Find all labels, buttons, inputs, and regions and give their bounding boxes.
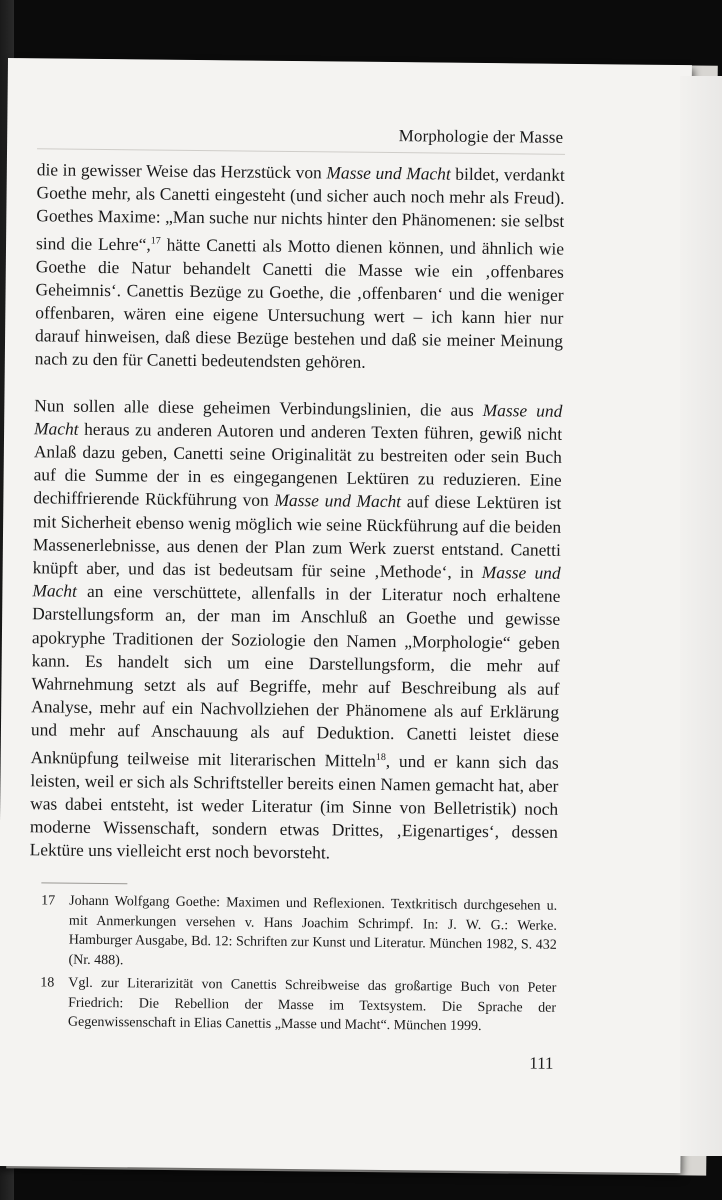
footnote-number: 18 <box>40 975 55 991</box>
italic-title: Masse und Macht <box>34 399 563 439</box>
italic-title: Masse und Macht <box>326 162 451 184</box>
book-page <box>0 58 692 1173</box>
footnote-ref: 17 <box>150 235 161 247</box>
italic-title: Masse und Macht <box>32 562 561 601</box>
text-run: heraus zu anderen Autoren und anderen Texten führen, gewiß nicht Anlaß dazu geben, Canetti seine Originalität zu bestreiten oder sein Buch auf die Summe der in es eingegangenen Lektüren zu reduzieren. Eine dechiffrierende Rückführung von <box>33 418 563 511</box>
text-run: hätte Canetti als Motto dienen können, und ähnlich wie Goethe die Natur behandelt Canetti die Masse wie ein ‚offenbares Geheimnis‘. Canettis Bezüge zu Goethe, die ‚offenbaren‘ und die weniger offenbaren, wären eine eigene Untersuchung wert – ich kann hier nur darauf hinweisen, daß diese Bezüge bestehen und daß sie meiner Meinung nach zu den für Canetti bedeutendsten gehören. <box>34 234 565 373</box>
footnotes <box>40 882 558 1041</box>
footnote-number: 17 <box>41 893 56 909</box>
paragraph-2 <box>30 394 563 867</box>
text-run: auf diese Lektüren ist mit Sicherheit ebenso wenig möglich wie seine Rückführung auf die beiden Massenerlebnisse, aus denen der Plan zum Werk zuerst entstand. Canetti knüpft aber, und das ist bedeutsam für seine ‚Methode‘, in <box>32 491 562 583</box>
body-text <box>30 158 565 867</box>
running-head: Morphologie der Masse <box>398 126 564 147</box>
page-number: 111 <box>529 1053 554 1073</box>
footnote-rule <box>41 882 127 884</box>
running-head-rule <box>37 148 565 155</box>
footnote-ref: 18 <box>375 751 386 763</box>
italic-title: Masse und Macht <box>274 490 402 512</box>
text-run: Nun sollen alle diese geheimen Verbindungslinien, die aus <box>34 394 483 420</box>
text-run: bildet, verdankt Goethe mehr, als Canetti eingesteht (und sicher auch noch mehr als Freud). Goethes Maxime: „Man suche nur nichts hinter den Phänomenen: sie selbst sind die Lehre“, <box>35 163 565 254</box>
text-run: , und er kann sich das leisten, weil er sich als Schriftsteller bereits einen Namen gemacht hat, aber was dabei entsteht, ist weder Literatur (im Sinne von Belletristik) noch moderne Wissenschaft, sondern etwas Drittes, ‚Eigenartiges‘, dessen Lektüre uns vielleicht erst noch bevorsteht. <box>29 750 559 863</box>
text-run: die in gewisser Weise das Herzstück von <box>36 159 327 183</box>
text-run: an eine verschüttete, allenfalls in der Literatur noch erhaltene Darstellungsform an, der man im Anschluß an Goethe und gewisse apokryphe Traditionen der Soziologie den Namen „Morphologie“ geben kann. Es handelt sich um eine Darstellungsform, die mehr auf Wahrnehmung setzt als auf Begriffe, mehr auf Beschreibung als auf Analyse, mehr auf ein Nachvollziehen der Phänomene als auf Erklärung und mehr auf Anschauung als auf Deduktion. Canetti leistet diese Anknüpfung teilweise mit literarischen Mitteln <box>30 581 561 771</box>
footnote-17 <box>40 891 557 974</box>
paragraph-1 <box>35 158 565 376</box>
footnote-18 <box>40 973 557 1037</box>
page-fore-edge <box>680 76 722 1156</box>
footnote-text: Johann Wolfgang Goethe: Maximen und Reflexionen. Textkritisch durchgesehen u. mit Anmerkungen versehen v. Hans Joachim Schrimpf. In: J. W. G.: Werke. Hamburger Ausgabe, Bd. 12: Schriften zur Kunst und Literatur. München 1982, S. 432 (Nr. 488). <box>68 893 558 968</box>
footnote-text: Vgl. zur Literarizität von Canettis Schreibweise das großartige Buch von Peter Friedrich: Die Rebellion der Masse im Textsystem. Die Sprache der Gegenwissenschaft in Elias Canettis „Masse und Macht“. München 1999. <box>67 975 557 1035</box>
